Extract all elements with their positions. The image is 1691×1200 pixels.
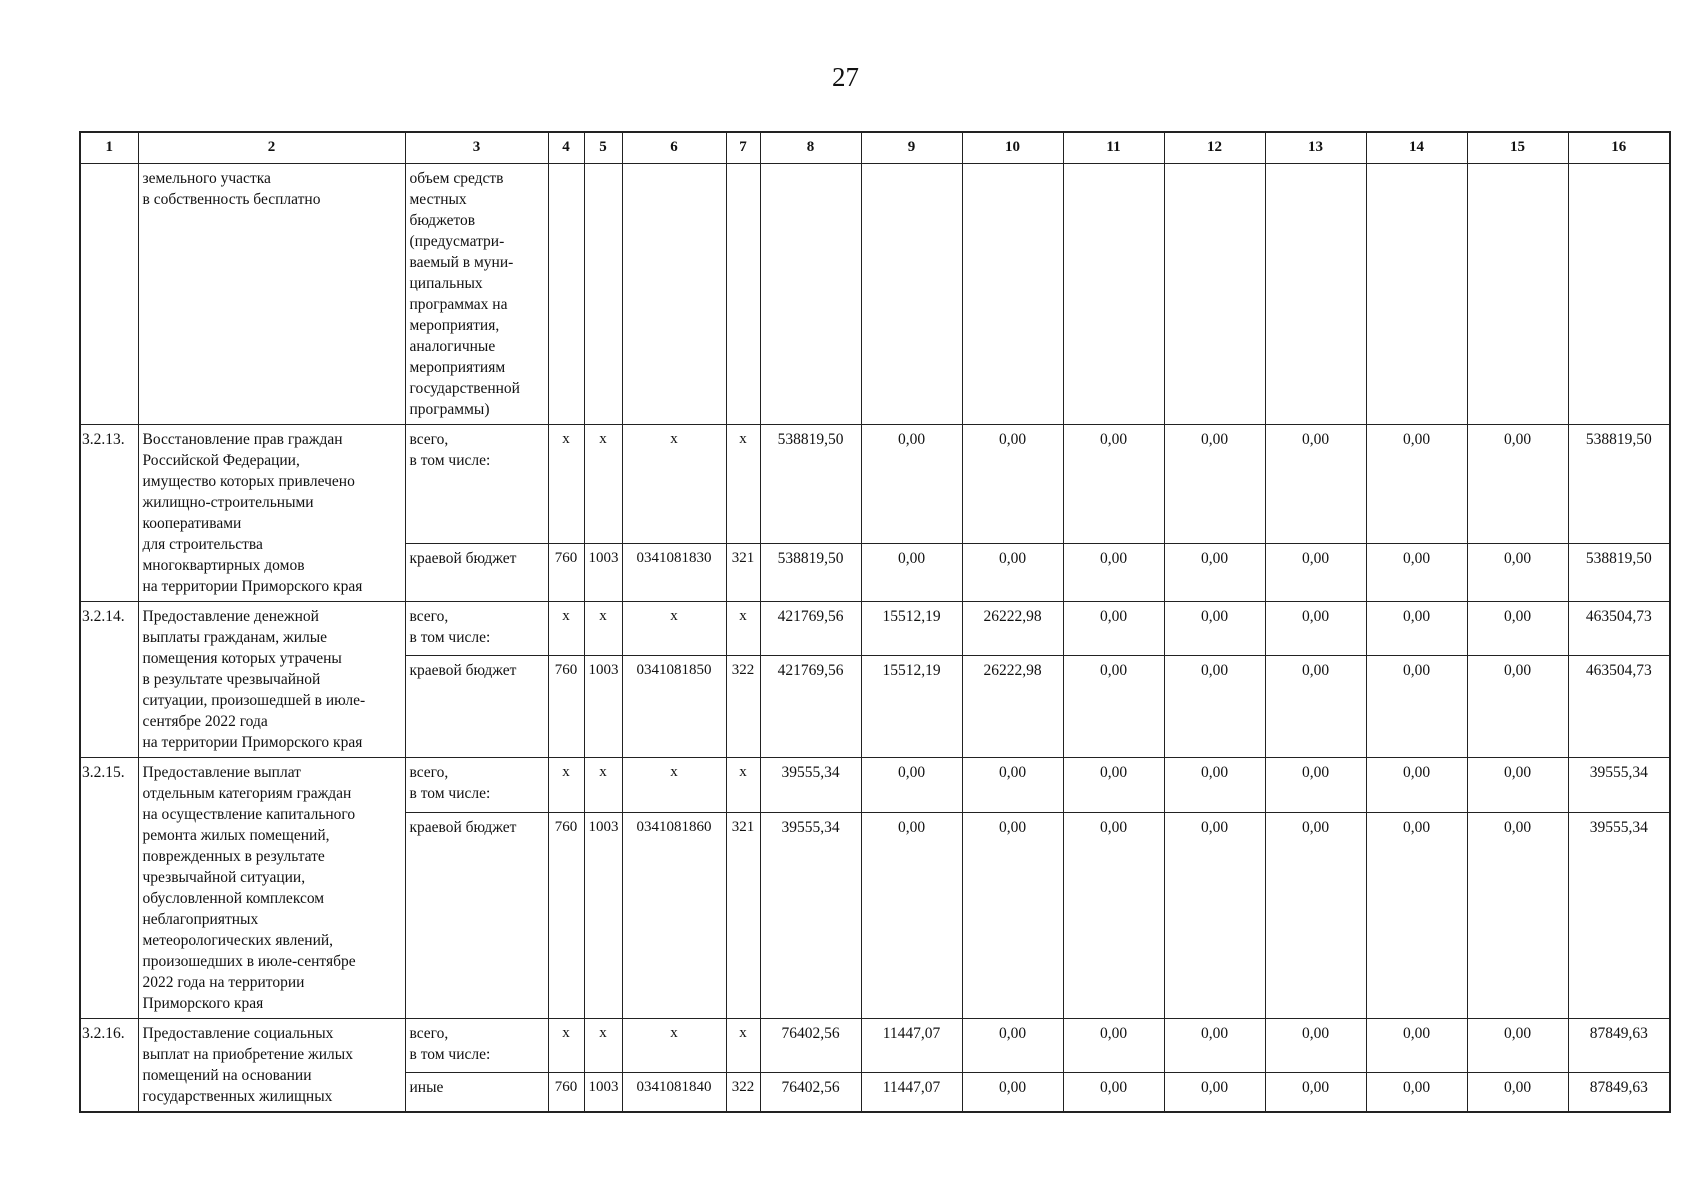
measure-name: земельного участка в собственность бесплатно (138, 164, 405, 425)
amount-cell (861, 164, 962, 425)
code-section: 1003 (584, 1073, 622, 1112)
amount-cell: 0,00 (1063, 1073, 1164, 1112)
amount-cell: 87849,63 (1568, 1073, 1670, 1112)
amount-cell: 0,00 (1265, 1073, 1366, 1112)
code-grbs: х (548, 602, 584, 656)
amount-cell: 26222,98 (962, 602, 1063, 656)
row-number: 3.2.15. (80, 758, 138, 1019)
amount-cell: 463504,73 (1568, 656, 1670, 758)
amount-cell: 0,00 (1164, 1019, 1265, 1073)
amount-cell: 538819,50 (1568, 425, 1670, 544)
amount-cell: 0,00 (962, 758, 1063, 813)
table-row (80, 164, 1670, 425)
code-target: х (622, 1019, 726, 1073)
amount-cell: 0,00 (962, 1073, 1063, 1112)
amount-cell: 0,00 (1164, 1073, 1265, 1112)
page-number: 27 (832, 62, 859, 92)
column-header: 15 (1467, 132, 1568, 164)
funding-source: иные (405, 1073, 548, 1112)
amount-cell: 0,00 (1467, 758, 1568, 813)
column-header: 8 (760, 132, 861, 164)
code-target (622, 164, 726, 425)
amount-cell: 0,00 (1366, 1019, 1467, 1073)
amount-cell: 26222,98 (962, 656, 1063, 758)
code-grbs (548, 164, 584, 425)
code-target: х (622, 602, 726, 656)
code-target: 0341081860 (622, 813, 726, 1019)
column-header: 2 (138, 132, 405, 164)
amount-cell: 76402,56 (760, 1073, 861, 1112)
column-header: 6 (622, 132, 726, 164)
table-row (80, 602, 1670, 656)
amount-cell: 39555,34 (760, 813, 861, 1019)
code-target: 0341081840 (622, 1073, 726, 1112)
amount-cell: 0,00 (1265, 544, 1366, 602)
row-number: 3.2.14. (80, 602, 138, 758)
code-expense-type (726, 164, 760, 425)
funding-source: краевой бюджет (405, 656, 548, 758)
table-row (80, 425, 1670, 544)
amount-cell: 0,00 (861, 425, 962, 544)
column-header: 4 (548, 132, 584, 164)
amount-cell: 0,00 (1164, 425, 1265, 544)
column-header: 3 (405, 132, 548, 164)
column-header: 12 (1164, 132, 1265, 164)
amount-cell: 538819,50 (760, 544, 861, 602)
amount-cell: 0,00 (1265, 425, 1366, 544)
amount-cell: 0,00 (1366, 758, 1467, 813)
code-section (584, 164, 622, 425)
funding-source: всего, в том числе: (405, 425, 548, 544)
amount-cell: 0,00 (1366, 425, 1467, 544)
code-target: х (622, 758, 726, 813)
code-grbs: 760 (548, 544, 584, 602)
funding-source: краевой бюджет (405, 813, 548, 1019)
measure-name: Предоставление денежной выплаты гражданам, жилые помещения которых утрачены в результате чрезвычайной ситуации, произошедшей в июле- сентябре 2022 года на территории Приморского края (138, 602, 405, 758)
code-target: х (622, 425, 726, 544)
amount-cell: 0,00 (1467, 544, 1568, 602)
amount-cell: 0,00 (1467, 425, 1568, 544)
funding-source: всего, в том числе: (405, 758, 548, 813)
amount-cell (1366, 164, 1467, 425)
row-number (80, 164, 138, 425)
code-target: 0341081830 (622, 544, 726, 602)
row-number: 3.2.13. (80, 425, 138, 602)
code-grbs: х (548, 758, 584, 813)
budget-table (79, 131, 1671, 1113)
amount-cell: 76402,56 (760, 1019, 861, 1073)
measure-name: Предоставление выплат отдельным категориям граждан на осуществление капитального ремонта жилых помещений, поврежденных в результате чрезвычайной ситуации, обусловленной комплексом неблагоприятных метеорологических явлений, произошедших в июле-сентябре 2022 года на территории Приморского края (138, 758, 405, 1019)
code-grbs: 760 (548, 813, 584, 1019)
amount-cell: 11447,07 (861, 1073, 962, 1112)
code-section: 1003 (584, 544, 622, 602)
amount-cell: 0,00 (1265, 656, 1366, 758)
amount-cell: 0,00 (1265, 758, 1366, 813)
amount-cell (962, 164, 1063, 425)
amount-cell: 0,00 (1063, 425, 1164, 544)
amount-cell: 463504,73 (1568, 602, 1670, 656)
amount-cell: 0,00 (861, 813, 962, 1019)
column-header: 5 (584, 132, 622, 164)
measure-name: Предоставление социальных выплат на приобретение жилых помещений на основании государственных жилищных (138, 1019, 405, 1113)
code-section: х (584, 1019, 622, 1073)
amount-cell: 0,00 (1467, 602, 1568, 656)
amount-cell: 87849,63 (1568, 1019, 1670, 1073)
amount-cell (1467, 164, 1568, 425)
table-body (80, 164, 1670, 1113)
table-row (80, 758, 1670, 813)
code-grbs: х (548, 1019, 584, 1073)
amount-cell: 11447,07 (861, 1019, 962, 1073)
column-header: 16 (1568, 132, 1670, 164)
code-grbs: 760 (548, 656, 584, 758)
measure-name: Восстановление прав граждан Российской Федерации, имущество которых привлечено жилищно-строительными кооперативами для строительства многоквартирных домов на территории Приморского края (138, 425, 405, 602)
amount-cell: 0,00 (1063, 656, 1164, 758)
amount-cell: 0,00 (1366, 544, 1467, 602)
amount-cell: 0,00 (1063, 813, 1164, 1019)
column-header: 7 (726, 132, 760, 164)
code-section: 1003 (584, 813, 622, 1019)
code-target: 0341081850 (622, 656, 726, 758)
amount-cell: 421769,56 (760, 602, 861, 656)
amount-cell: 0,00 (1366, 1073, 1467, 1112)
amount-cell: 39555,34 (1568, 813, 1670, 1019)
amount-cell (1265, 164, 1366, 425)
code-expense-type: х (726, 1019, 760, 1073)
amount-cell: 0,00 (1164, 544, 1265, 602)
amount-cell: 0,00 (1164, 656, 1265, 758)
amount-cell: 0,00 (1063, 1019, 1164, 1073)
amount-cell: 0,00 (1366, 656, 1467, 758)
code-section: х (584, 758, 622, 813)
amount-cell: 0,00 (1467, 1019, 1568, 1073)
code-expense-type: 322 (726, 1073, 760, 1112)
amount-cell: 0,00 (1265, 1019, 1366, 1073)
amount-cell (1063, 164, 1164, 425)
amount-cell: 0,00 (1063, 602, 1164, 656)
amount-cell: 538819,50 (1568, 544, 1670, 602)
amount-cell: 0,00 (1063, 758, 1164, 813)
amount-cell: 0,00 (1467, 813, 1568, 1019)
amount-cell: 0,00 (1164, 758, 1265, 813)
code-expense-type: х (726, 425, 760, 544)
amount-cell: 0,00 (962, 544, 1063, 602)
code-section: 1003 (584, 656, 622, 758)
amount-cell: 0,00 (962, 813, 1063, 1019)
amount-cell: 0,00 (1164, 813, 1265, 1019)
amount-cell: 0,00 (1366, 813, 1467, 1019)
amount-cell (1568, 164, 1670, 425)
column-header: 13 (1265, 132, 1366, 164)
amount-cell: 39555,34 (760, 758, 861, 813)
amount-cell: 0,00 (1467, 656, 1568, 758)
amount-cell: 0,00 (1164, 602, 1265, 656)
row-number: 3.2.16. (80, 1019, 138, 1113)
amount-cell: 0,00 (1265, 813, 1366, 1019)
code-expense-type: 321 (726, 544, 760, 602)
amount-cell: 538819,50 (760, 425, 861, 544)
amount-cell: 15512,19 (861, 602, 962, 656)
amount-cell: 0,00 (1265, 602, 1366, 656)
code-grbs: х (548, 425, 584, 544)
code-expense-type: 321 (726, 813, 760, 1019)
amount-cell (1164, 164, 1265, 425)
funding-source: всего, в том числе: (405, 602, 548, 656)
code-expense-type: х (726, 602, 760, 656)
amount-cell: 421769,56 (760, 656, 861, 758)
amount-cell: 39555,34 (1568, 758, 1670, 813)
column-header: 14 (1366, 132, 1467, 164)
amount-cell: 0,00 (1467, 1073, 1568, 1112)
column-header: 9 (861, 132, 962, 164)
table-row (80, 1019, 1670, 1073)
code-expense-type: х (726, 758, 760, 813)
amount-cell: 0,00 (1366, 602, 1467, 656)
amount-cell: 0,00 (962, 1019, 1063, 1073)
code-section: х (584, 602, 622, 656)
funding-source: краевой бюджет (405, 544, 548, 602)
code-expense-type: 322 (726, 656, 760, 758)
column-header: 10 (962, 132, 1063, 164)
funding-source: объем средств местных бюджетов (предусматри- ваемый в муни- ципальных программах на мероприятия, аналогичные мероприятиям государственной программы) (405, 164, 548, 425)
amount-cell (760, 164, 861, 425)
column-header: 11 (1063, 132, 1164, 164)
amount-cell: 15512,19 (861, 656, 962, 758)
amount-cell: 0,00 (962, 425, 1063, 544)
amount-cell: 0,00 (861, 544, 962, 602)
amount-cell: 0,00 (1063, 544, 1164, 602)
header-row (80, 132, 1670, 164)
funding-source: всего, в том числе: (405, 1019, 548, 1073)
code-section: х (584, 425, 622, 544)
column-header: 1 (80, 132, 138, 164)
code-grbs: 760 (548, 1073, 584, 1112)
amount-cell: 0,00 (861, 758, 962, 813)
